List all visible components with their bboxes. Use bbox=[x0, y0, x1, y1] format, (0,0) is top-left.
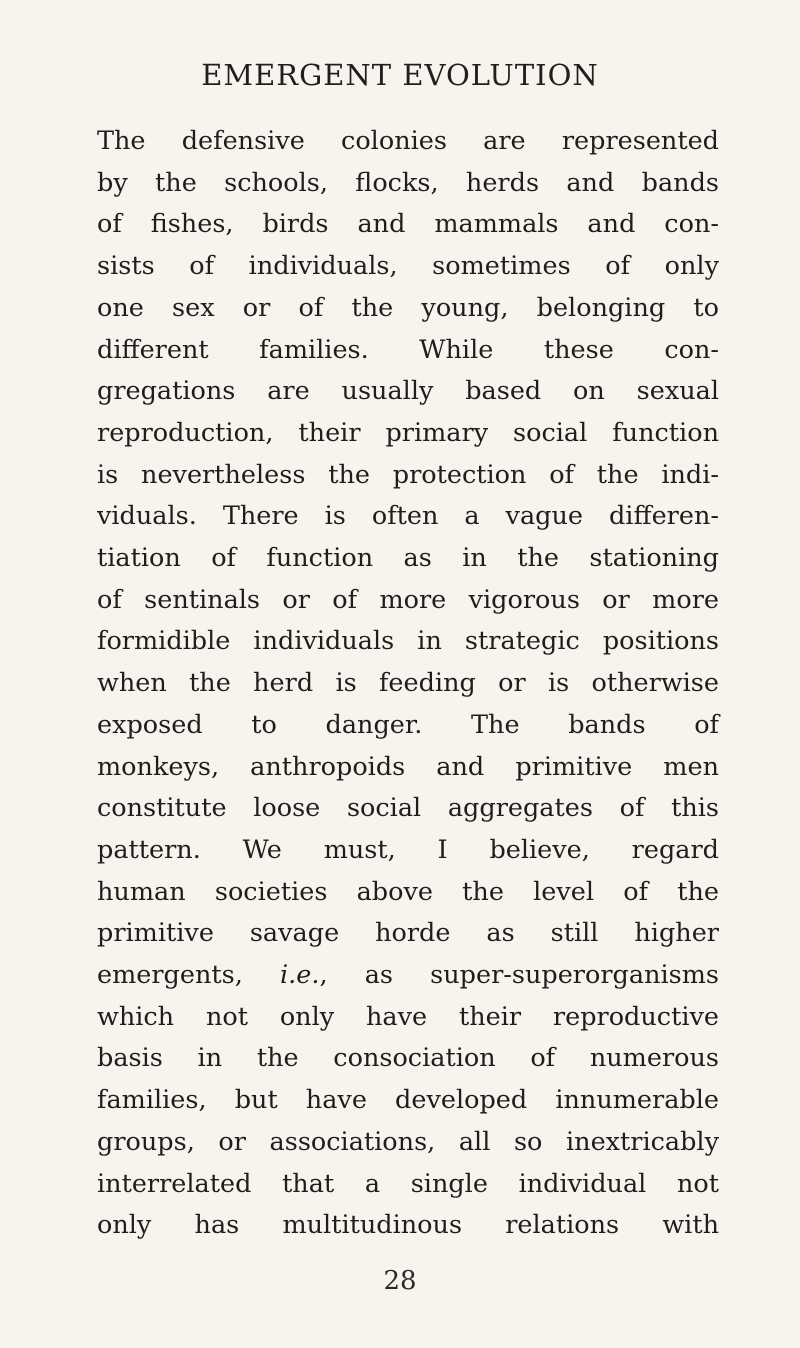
text-line: constitute loose social aggregates of this bbox=[97, 793, 719, 824]
text-line: groups, or associations, all so inextricably bbox=[97, 1126, 719, 1157]
text-line: formidible individuals in strategic positions bbox=[97, 626, 719, 657]
text-line: by the schools, flocks, herds and bands bbox=[97, 167, 719, 198]
text-segment: , as super-superorganisms bbox=[319, 960, 719, 991]
text-line: human societies above the level of the bbox=[97, 876, 719, 907]
text-line: when the herd is feeding or is otherwise bbox=[97, 668, 719, 699]
text-line: is nevertheless the protection of the indi- bbox=[97, 459, 719, 490]
text-line: viduals. There is often a vague differen- bbox=[97, 501, 719, 532]
text-line: sists of individuals, sometimes of only bbox=[97, 251, 719, 282]
text-line: exposed to danger. The bands of bbox=[97, 709, 719, 740]
running-head: EMERGENT EVOLUTION bbox=[201, 58, 599, 92]
text-line: monkeys, anthropoids and primitive men bbox=[97, 751, 719, 782]
italic-abbreviation: i.e. bbox=[279, 960, 320, 991]
text-line: tiation of function as in the stationing bbox=[97, 543, 719, 574]
text-line: reproduction, their primary social function bbox=[97, 417, 719, 448]
text-line: pattern. We must, I believe, regard bbox=[97, 834, 719, 865]
text-line: basis in the consociation of numerous bbox=[97, 1043, 719, 1074]
text-line: one sex or of the young, belonging to bbox=[97, 292, 719, 323]
text-line: of fishes, birds and mammals and con- bbox=[97, 209, 719, 240]
text-line-with-italic bbox=[97, 955, 719, 997]
text-line: different families. While these con- bbox=[97, 334, 719, 365]
text-line: interrelated that a single individual not bbox=[97, 1168, 719, 1199]
body-text bbox=[97, 121, 719, 1247]
text-line: gregations are usually based on sexual bbox=[97, 376, 719, 407]
page-number: 28 bbox=[383, 1266, 417, 1296]
text-line: which not only have their reproductive bbox=[97, 1001, 719, 1032]
text-line: families, but have developed innumerable bbox=[97, 1085, 719, 1116]
text-line: only has multitudinous relations with bbox=[97, 1210, 719, 1241]
text-line: primitive savage horde as still higher bbox=[97, 918, 719, 949]
text-line: The defensive colonies are represented bbox=[97, 126, 719, 156]
text-line: of sentinals or of more vigorous or more bbox=[97, 584, 719, 615]
text-segment: emergents, bbox=[97, 960, 280, 991]
